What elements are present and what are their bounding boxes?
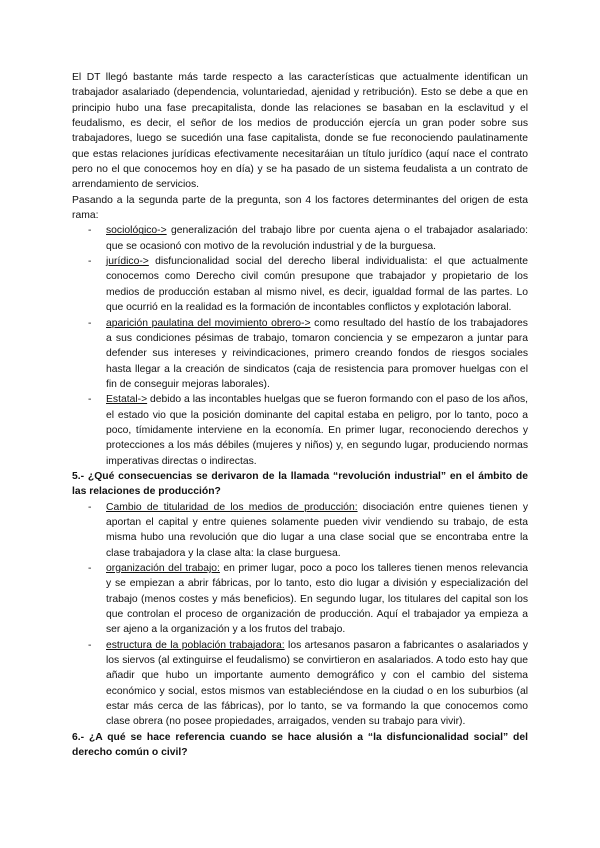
list-item — [72, 254, 528, 315]
question-5-heading: 5.- ¿Qué consecuencias se derivaron de la llamada “revolución industrial” en el ámbito de las relaciones de producción? — [72, 470, 528, 498]
factor-text: generalización del trabajo libre por cuenta ajena o el trabajador asalariado: que se ocasionó con motivo de la revolución industrial y de la burguesa. — [106, 225, 528, 252]
consequences-list — [72, 500, 528, 730]
consequence-term: Cambio de titularidad de los medios de producción: — [106, 501, 358, 513]
consequence-text: los artesanos pasaron a fabricantes o asalariados y los siervos (al extinguirse el feudalismo) se convirtieron en asalariados. A todo esto hay que añadir que hubo un importante aumento demográfico y con el cambio del sistema económico y social, estos mismos van estableciéndose en la ciudad o en los suburbios (al estar más cerca de las fábricas), por lo tanto, se va formando la que conocemos como clase obrera (no posee propiedades, arraigados, venden su trabajo para vivir). — [106, 639, 528, 728]
factors-list — [72, 223, 528, 469]
list-item — [72, 561, 528, 638]
document-body — [72, 70, 528, 760]
factor-term: Estatal-> — [106, 394, 148, 406]
consequence-term: organización del trabajo: — [106, 563, 220, 574]
factor-text: como resultado del hastío de los trabajadores a sus condiciones pésimas de trabajo, tomaron conciencia y se empezaron a juntar para defender sus intereses y reivindicaciones, primero creando fondos de riesgos sociales hasta llegar a la creación de sindicatos (caja de resistencia para promover huelgas con el fin de conseguir mejoras laborales). — [106, 317, 528, 390]
factor-text: debido a las incontables huelgas que se fueron formando con el paso de los años, el estado vio que la posición dominante del capital estaba en peligro, por lo tanto, poco a poco, tímidamente interviene en la economía. En primer lugar, reconociendo derechos y protecciones a los más débiles (mujeres y niños) y, en segundo lugar, produciendo normas imperativas directas o indirectas. — [106, 394, 528, 467]
consequence-text: disociación entre quienes tienen y aportan el capital y entre quienes solamente pueden vivir vendiendo su trabajo, de esta misma hubo una revolución que dio lugar a una clase social que se encontraba entre la clase trabajadora y la clase alta: la clase burguesa. — [106, 501, 528, 559]
factor-term: aparición paulatina del movimiento obrero-> — [106, 317, 311, 329]
question-6-heading: 6.- ¿A qué se hace referencia cuando se hace alusión a “la disfuncionalidad social” del derecho común o civil? — [72, 731, 528, 759]
factor-term: jurídico-> — [106, 256, 149, 268]
list-item — [72, 392, 528, 469]
list-item — [72, 223, 528, 254]
factors-intro-paragraph: Pasando a la segunda parte de la pregunta, son 4 los factores determinantes del origen de esta rama: — [72, 194, 528, 222]
list-item — [72, 316, 528, 393]
consequence-text: en primer lugar, poco a poco los talleres tienen menos relevancia y se empiezan a abrir fábricas, por lo tanto, esto dio lugar a división y especialización del trabajo (menos costes y más beneficios). En segundo lugar, los titulares del capital son los que controlan el proceso de organización de producción. Aquí el trabajador ya empieza a ser ajeno a la organización y a los frutos del trabajo. — [106, 563, 528, 636]
factor-text: disfuncionalidad social del derecho liberal individualista: el que actualmente conocemos como Derecho civil común presupone que trabajador y propietario de los medios de producción estaban al mismo nivel, es decir, igualdad formal de las partes. Lo que ocurrió en la realidad es la formación de incontables conflictos y explotación laboral. — [106, 256, 528, 314]
intro-paragraph: El DT llegó bastante más tarde respecto a las características que actualmente identifican un trabajador asalariado (dependencia, voluntariedad, ajenidad y retribución). Esto se debe a que en principio hubo una fase precapitalista, donde las relaciones se basaban en la esclavitud y el feudalismo, es decir, el señor de los medios de producción ejercía un gran poder sobre sus trabajadores, luego se sucedión una fase capitalista, donde se fue reconociendo paulatinamente que estas relaciones jurídicas efectivamente necesitaráian un título jurídico (aquí nace el contrato pero no el que conocemos hoy en día) y se ha pasado de un sistema feudalista a un contrato de arrendamiento de servicios. — [72, 72, 528, 191]
list-item — [72, 638, 528, 730]
list-item — [72, 500, 528, 561]
factor-term: sociológico-> — [106, 225, 167, 237]
consequence-term: estructura de la población trabajadora: — [106, 639, 285, 651]
